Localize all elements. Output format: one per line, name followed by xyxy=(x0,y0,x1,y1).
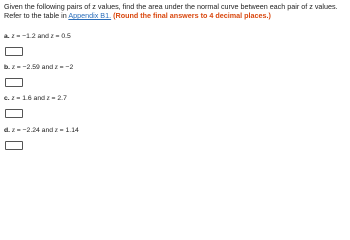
part-b-label xyxy=(4,63,73,72)
part-d-label xyxy=(4,126,79,135)
part-condition-1: = −2.24 and xyxy=(14,127,55,134)
part-c-label xyxy=(4,94,67,103)
answer-input-c[interactable] xyxy=(5,109,23,118)
question-prompt xyxy=(4,2,348,21)
prompt-text: Given the following pairs of z values, find the area under the normal curve between each pair of z values. Refer to the table in xyxy=(4,2,338,21)
part-condition-2: = −2 xyxy=(57,64,74,71)
question-page xyxy=(4,2,348,21)
part-condition-1: = −1.2 and xyxy=(14,33,51,40)
z-variable: z xyxy=(54,125,58,134)
answer-input-a[interactable] xyxy=(5,47,23,56)
part-letter: a. xyxy=(4,33,10,40)
z-variable: z xyxy=(11,31,15,40)
part-condition-2: = 0.5 xyxy=(53,33,71,40)
part-letter: b. xyxy=(4,64,11,71)
answer-input-b[interactable] xyxy=(5,78,23,87)
part-condition-1: = 1.6 and xyxy=(14,95,47,102)
part-condition-1: = −2.59 and xyxy=(14,64,55,71)
part-condition-2: = 1.14 xyxy=(57,127,79,134)
z-variable: z xyxy=(11,93,15,102)
z-variable: z xyxy=(46,93,50,102)
z-variable: z xyxy=(50,31,54,40)
part-letter: c. xyxy=(4,95,10,102)
part-condition-2: = 2.7 xyxy=(49,95,67,102)
z-variable: z xyxy=(54,62,58,71)
part-letter: d. xyxy=(4,127,11,134)
rounding-note: (Round the final answers to 4 decimal places.) xyxy=(113,11,271,21)
part-a-label xyxy=(4,32,71,41)
appendix-link[interactable]: Appendix B1. xyxy=(68,11,112,21)
z-variable: z xyxy=(11,62,15,71)
answer-input-d[interactable] xyxy=(5,141,23,150)
z-variable: z xyxy=(11,125,15,134)
